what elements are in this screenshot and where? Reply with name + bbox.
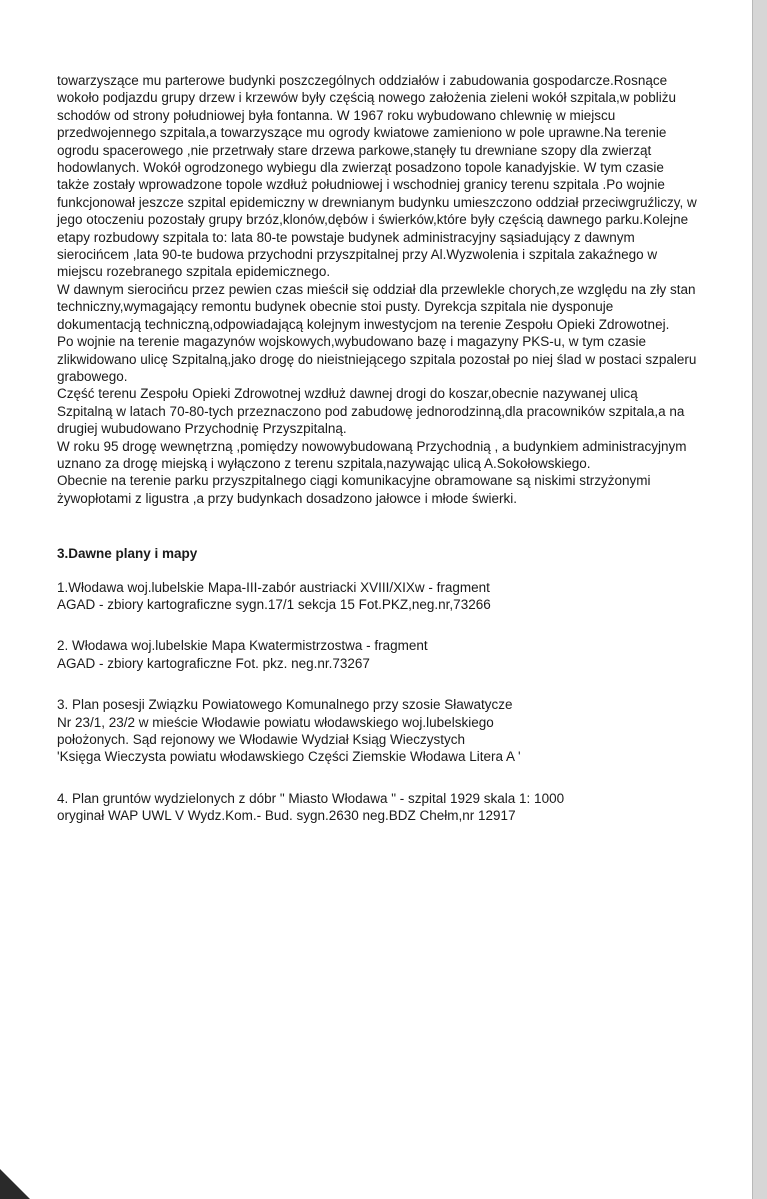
map-entry-line: 3. Plan posesji Związku Powiatowego Komunalnego przy szosie Sławatycze [57,697,513,713]
map-entry-line: 2. Włodawa woj.lubelskie Mapa Kwatermistrzostwa - fragment [57,638,428,654]
map-entry-line: AGAD - zbiory kartograficzne sygn.17/1 sekcja 15 Fot.PKZ,neg.nr,73266 [57,596,491,612]
paragraph-szpitalna-street: Część terenu Zespołu Opieki Zdrowotnej wzdłuż dawnej drogi do koszar,obecnie nazywanej ulicą Szpitalną w latach 70-80-tych przeznaczono pod zabudowę jednorodzinną,dla pracowników szpitala,a na drugiej wubudowano Przychodnię Przyszpitalną. [57,386,685,437]
scan-page-edge [752,0,767,1199]
list-item [57,637,697,672]
scan-corner-shadow [0,1169,30,1199]
map-entry-line: położonych. Sąd rejonowy we Włodawie Wydział Ksiąg Wieczystych [57,732,466,747]
paragraph-park-paths: Obecnie na terenie parku przyszpitalnego ciągi komunikacyjne obramowane są niskimi strzyżonymi żywopłotami z ligustra ,a przy budynkach dosadzono jałowce i młode świerki. [57,473,651,506]
maps-list [57,579,697,825]
paragraph-military-warehouses: Po wojnie na terenie magazynów wojskowych,wybudowano bazę i magazyny PKS-u, w tym czasie zlikwidowano ulicę Szpitalną,jako drogę do nieistniejącego szpitala pozostał po niej ślad w postaci szpaleru grabowego. [57,334,697,384]
map-entry-line: AGAD - zbiory kartograficzne Fot. pkz. neg.nr.73267 [57,655,370,671]
map-entry-line: 4. Plan gruntów wydzielonych z dóbr " Miasto Włodawa " - szpital 1929 skala 1: 1000 [57,790,565,806]
section-heading: 3.Dawne plany i mapy [57,546,198,562]
paragraph-former-orphanage: W dawnym sierocińcu przez pewien czas mieścił się oddział dla przewlekle chorych,ze względu na zły stan techniczny,wymagający remontu budynek obecnie stoi pusty. Dyrekcja szpitala nie dysponuje dokumentacją techniczną,odpowiadającą kolejnym inwestycjom na terenie Zespołu Opieki Zdrowotnej. [57,281,696,332]
list-item [57,579,697,614]
map-entry-line: Nr 23/1, 23/2 w mieście Włodawie powiatu włodawskiego woj.lubelskiego [57,714,494,730]
document-body [57,72,697,849]
paragraph-history-grounds: towarzyszące mu parterowe budynki poszczególnych oddziałów i zabudowania gospodarcze.Rosnące wokoło podjazdu grupy drzew i krzewów były częścią nowego założenia zieleni wokół szpitala,w pobliżu schodów od strony południowej była fontanna. W 1967 roku wybudowano chlewnię w miejscu przedwojennego szpitala,a towarzyszące mu ogrody kwiatowe zamieniono w pole uprawne.Na terenie ogrodu spacerowego ,nie przetrwały stare drzewa parkowe,stanęły tu drewniane szopy dla zwierząt hodowlanych. Wokół ogrodzonego wybiegu dla zwierząt posadzono topole kanadyjskie. W tym czasie także zostały wprowadzone topole wzdłuż południowej i wschodniej granicy terenu szpitala .Po wojnie funkcjonował jeszcze szpital epidemiczny w drewnianym budynku umieszczono oddział przeciwgruźliczy, w jego otoczeniu pozostały grupy brzóz,klonów,dębów i świerków,które były częścią dawnego parku.Kolejne etapy rozbudowy szpitala to: lata 80-te powstaje budynek administracyjny sąsiadujący z dawnym sierocińcem ,lata 90-te budowa przychodni przyszpitalnej przy Al.Wyzwolenia i szpitala zakaźnego w miejscu rozebranego szpitala epidemicznego. [57,73,697,280]
map-entry-line: oryginał WAP UWL V Wydz.Kom.- Bud. sygn.2630 neg.BDZ Chełm,nr 12917 [57,808,516,824]
map-entry-line: 1.Włodawa woj.lubelskie Mapa-III-zabór austriacki XVIII/XIXw - fragment [57,579,490,595]
list-item [57,790,697,825]
map-entry-line: 'Księga Wieczysta powiatu włodawskiego Części Ziemskie Włodawa Litera A ' [57,749,521,765]
paragraph-internal-road: W roku 95 drogę wewnętrzną ,pomiędzy nowowybudowaną Przychodnią , a budynkiem administracyjnym uznano za drogę miejską i wyłączono z terenu szpitala,nazywając ulicą A.Sokołowskiego. [57,438,687,471]
list-item [57,696,697,766]
